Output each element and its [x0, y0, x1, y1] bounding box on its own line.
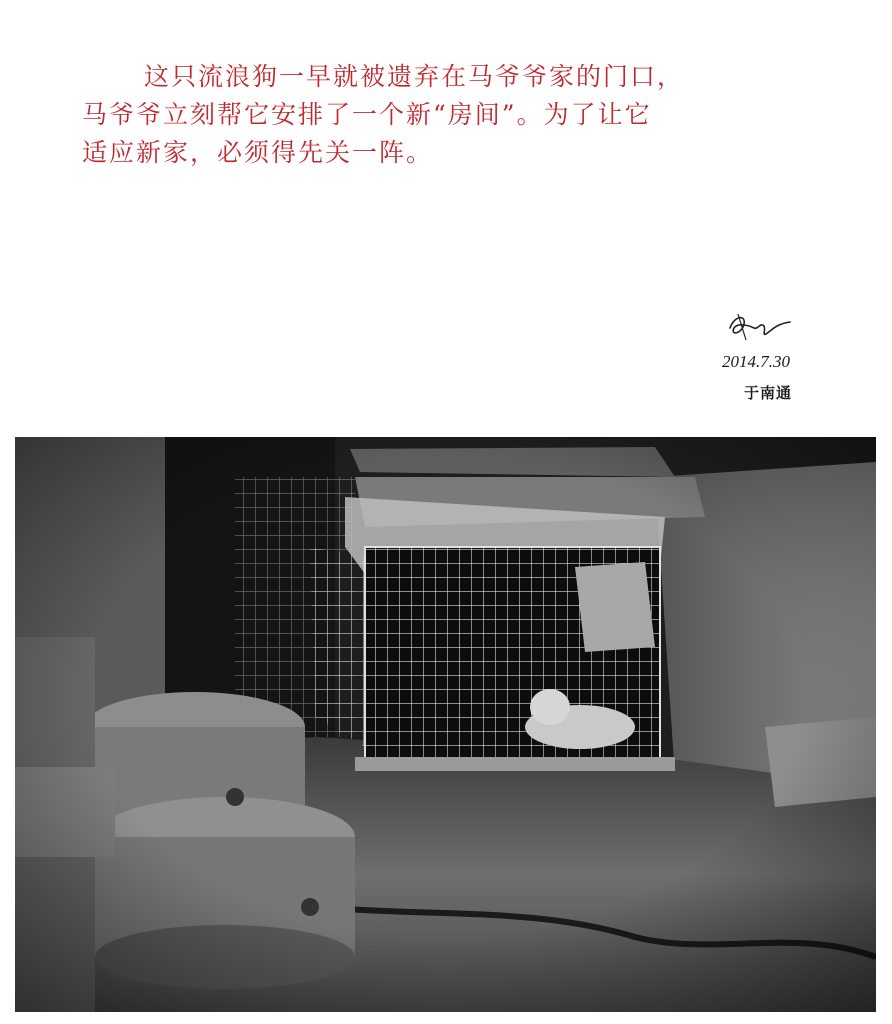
caption-line-3: 适应新家，必须得先关一阵。 — [82, 138, 434, 167]
photo-dog-cage — [15, 437, 876, 1012]
caption-text — [82, 58, 782, 172]
caption-line-1: 这只流浪狗一早就被遗弃在马爷爷家的门口， — [144, 62, 685, 91]
handwritten-signature — [724, 306, 794, 346]
caption-line-2: 马爷爷立刻帮它安排了一个新“房间”。为了让它 — [82, 100, 652, 129]
photographer-name: 于南通 — [744, 384, 793, 402]
photo-date: 2014.7.30 — [722, 352, 790, 371]
